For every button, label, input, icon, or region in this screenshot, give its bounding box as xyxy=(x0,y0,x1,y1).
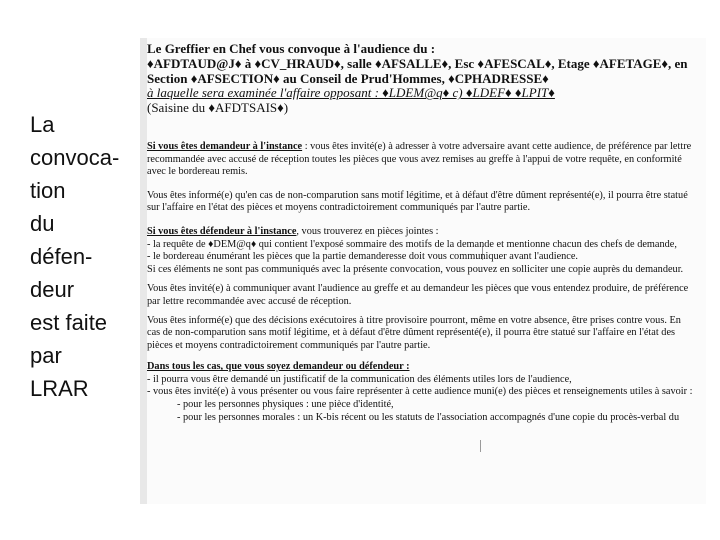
list-item: - pour les personnes morales : un K-bis récent ou les statuts de l'association accompagnés d'une copie du procès-verbal du xyxy=(177,411,680,423)
side-line: du xyxy=(30,211,55,236)
document-image xyxy=(140,38,706,504)
paragraph-line: Si vous êtes défendeur à l'instance, vous trouverez en pièces jointes : xyxy=(147,225,439,237)
section-heading: Si vous êtes demandeur à l'instance xyxy=(147,140,303,152)
side-line: défen- xyxy=(30,244,93,269)
paragraph-line: Si ces éléments ne sont pas communiqués avec la présente convocation, vous pouvez en solliciter une copie auprès du demandeur. xyxy=(147,263,684,275)
slide-sidebar-text xyxy=(30,108,130,405)
affair-line: à laquelle sera examinée l'affaire opposant : ♦LDEM@q♦ c) ♦LDEF♦ ♦LPIT♦ xyxy=(147,85,555,101)
paragraph-line: recommandée avec accusé de réception toutes les pièces que vous avez remises au greffe à l'appui de votre requête, en conformité xyxy=(147,153,682,165)
side-line: est faite xyxy=(30,310,108,335)
side-line: LRAR xyxy=(30,376,89,401)
side-line: tion xyxy=(30,178,66,203)
paragraph-line: avec le bordereau remis. xyxy=(147,166,248,178)
paragraph-line: par lettre recommandée avec accusé de réception. xyxy=(147,295,352,307)
saisine-line: (Saisine du ♦AFDTSAIS♦) xyxy=(147,100,289,116)
section-heading: Dans tous les cas, que vous soyez demandeur ou défendeur : xyxy=(147,361,410,373)
header-line: ♦AFDTAUD@J♦ à ♦CV_HRAUD♦, salle ♦AFSALLE♦, Esc ♦AFESCAL♦, Etage ♦AFETAGE♦, en xyxy=(147,55,688,71)
side-line: deur xyxy=(30,277,75,302)
list-item: - pour les personnes physiques : une pièce d'identité, xyxy=(177,399,394,411)
list-item: - il pourra vous être demandé un justificatif de la communication des éléments utiles lors de l'audience, xyxy=(147,373,572,385)
text-cursor-mark xyxy=(480,440,481,452)
side-line: La xyxy=(30,112,55,137)
paragraph-line: pièces et moyens contradictoirement communiqués par l'autre partie. xyxy=(147,339,431,351)
paragraph-line: sur l'affaire en l'état des pièces et moyens contradictoirement communiqués par l'autre partie. xyxy=(147,202,531,214)
document-body xyxy=(147,42,706,424)
paragraph-line: Vous êtes invité(e) à communiquer avant l'audience au greffe et au demandeur les pièces que vous entendez produire, de préférence xyxy=(147,283,689,295)
paragraph-line: Si vous êtes demandeur à l'instance : vous êtes invité(e) à adresser à votre adversaire avant cette audience, de préférence par lettre xyxy=(147,140,692,152)
list-item: - le bordereau énumérant les pièces que la partie demanderesse doit vous communiquer avant l'audience. xyxy=(147,251,579,263)
list-item: - vous êtes invité(e) à vous présenter ou vous faire représenter à cette audience muni(e) des pièces et renseignements utiles à savoir : xyxy=(147,386,693,398)
header-line: Section ♦AFSECTION♦ au Conseil de Prud'Hommes, ♦CPHADRESSE♦ xyxy=(147,70,549,86)
list-item: - la requête de ♦DEM@q♦ qui contient l'exposé sommaire des motifs de la demande et mentionne chacun des chefs de demande, xyxy=(147,238,677,250)
document-margin-strip xyxy=(140,38,147,504)
paragraph-line: cas de non-comparution sans motif légitime, et à défaut d'être dûment représenté(e), il pourra être statué sur l'affaire en l'état des xyxy=(147,327,676,339)
paragraph-line: Vous êtes informé(e) que des décisions exécutoires à titre provisoire pourront, même en votre absence, être prises contre vous. En xyxy=(147,314,681,326)
paragraph-line: Vous êtes informé(e) qu'en cas de non-comparution sans motif légitime, et à défaut d'être dûment représenté(e), il pourra être statué xyxy=(147,189,688,201)
side-line: convoca- xyxy=(30,145,120,170)
side-line: par xyxy=(30,343,62,368)
section-heading: Si vous êtes défendeur à l'instance xyxy=(147,225,297,237)
document-title: Le Greffier en Chef vous convoque à l'audience du : xyxy=(147,41,436,56)
